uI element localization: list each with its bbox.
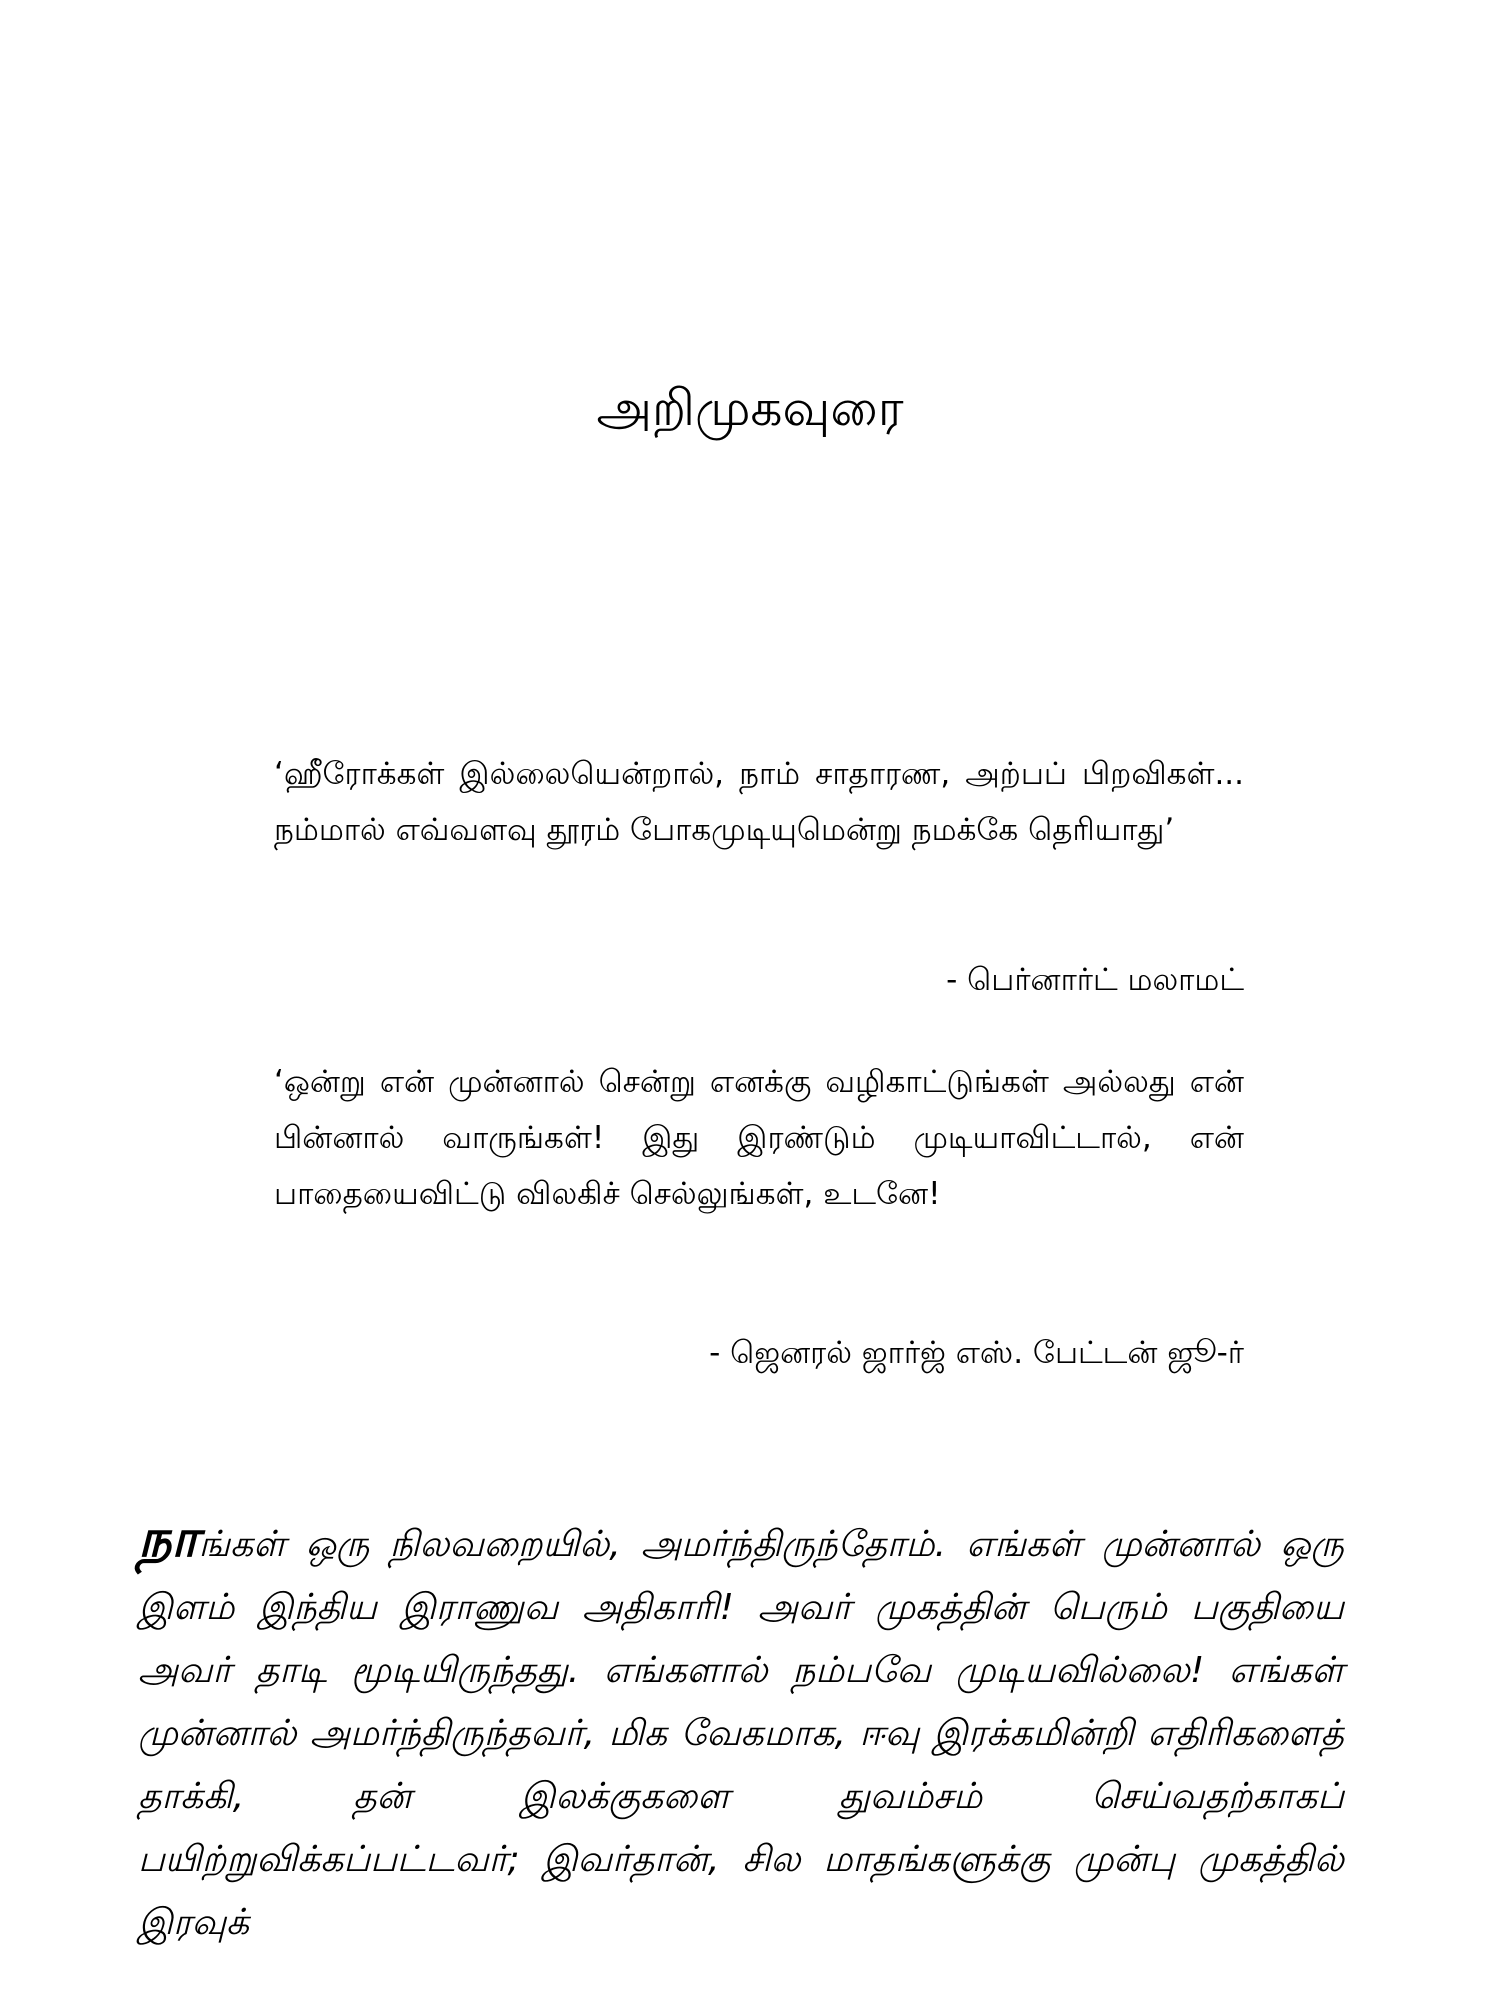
chapter-title: அறிமுகவுரை bbox=[596, 379, 904, 437]
drop-cap: நா bbox=[138, 1509, 199, 1569]
body-paragraph-text: ங்கள் ஒரு நிலவறையில், அமர்ந்திருந்தோம். எங்கள் முன்னால் ஒரு இளம் இந்திய இராணுவ அதிகாரி! அவர் முகத்தின் பெரும் பகுதியை அவர் தாடி மூடியிருந்தது. எங்களால் நம்பவே முடியவில்லை! எங்கள் முன்னால் அமர்ந்திருந்தவர், மிக வேகமாக, ஈவு இரக்கமின்றி எதிரிகளைத் தாக்கி, தன் இலக்குகளை துவம்சம் செய்வதற்காகப் பயிற்றுவிக்கப்பட்டவர்; இவர்தான், சில மாதங்களுக்கு முன்பு முகத்தில் இரவுக் bbox=[138, 1524, 1344, 1943]
epigraph-attribution: - ஜெனரல் ஜார்ஜ் எஸ். பேட்டன் ஜூ-ர் bbox=[709, 1335, 1244, 1371]
epigraph-attribution: - பெர்னார்ட் மலாமட் bbox=[946, 962, 1244, 998]
body-paragraph bbox=[138, 1508, 1344, 1954]
epigraph-quote: ‘ஹீரோக்கள் இல்லையென்றால், நாம் சாதாரண, அற்பப் பிறவிகள்... நம்மால் எவ்வளவு தூரம் போகமுடியுமென்று நமக்கே தெரியாது’ bbox=[274, 756, 1244, 848]
epigraph-quote: ‘ஒன்று என் முன்னால் சென்று எனக்கு வழிகாட்டுங்கள் அல்லது என் பின்னால் வாருங்கள்! இது இரண்டும் முடியாவிட்டால், என் பாதையைவிட்டு விலகிச் செல்லுங்கள், உடனே! bbox=[274, 1064, 1244, 1212]
